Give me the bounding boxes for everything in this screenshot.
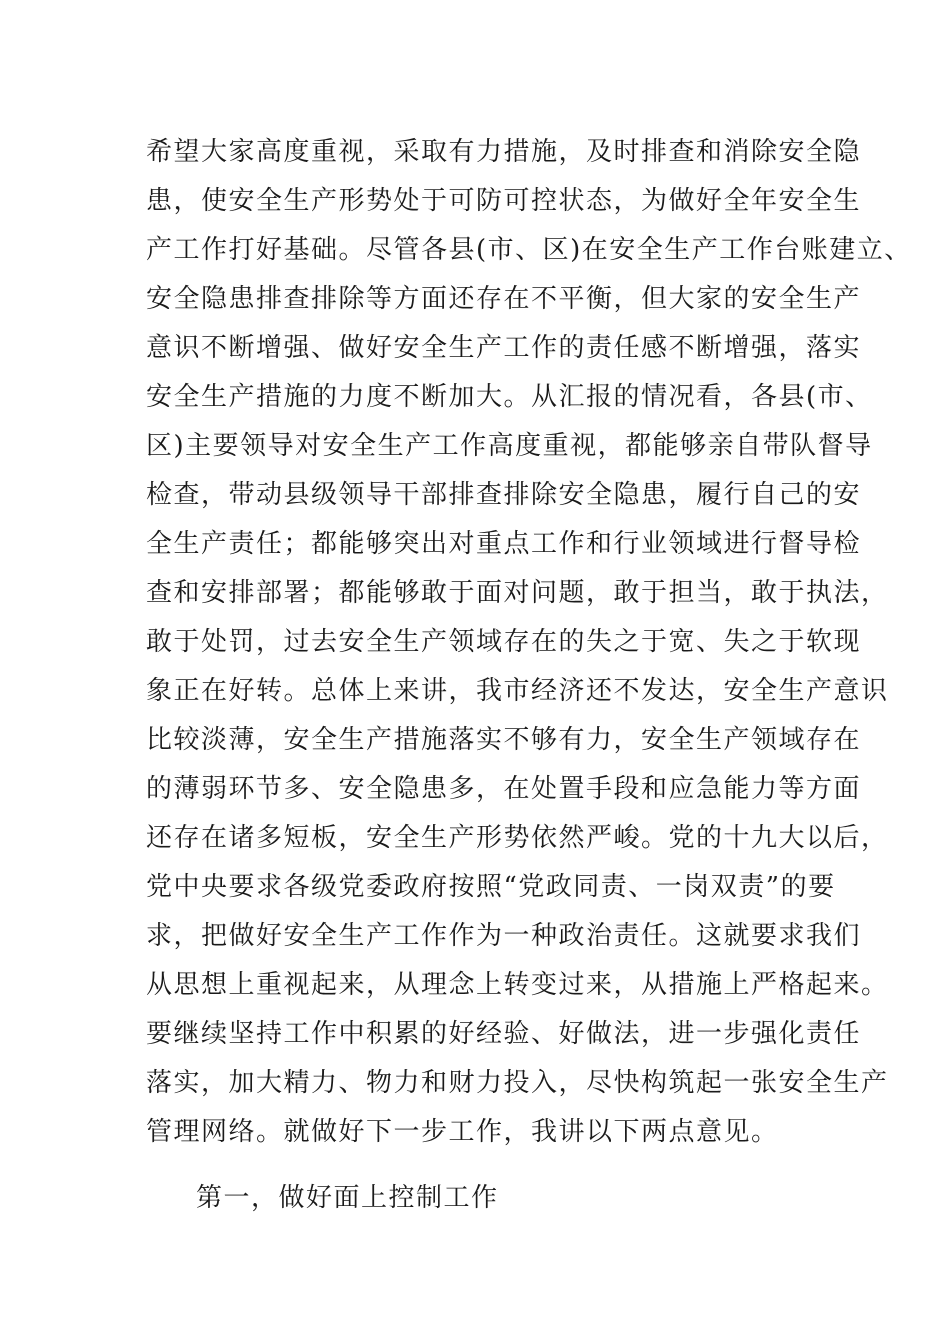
text-line: 的薄弱环节多、安全隐患多，在处置手段和应急能力等方面 [146, 774, 862, 804]
text-line: 安全生产措施的力度不断加大。从汇报的情况看，各县(市、 [146, 382, 873, 412]
text-line: 区)主要领导对安全生产工作高度重视，都能够亲自带队督导 [146, 431, 873, 461]
text-line: 象正在好转。总体上来讲，我市经济还不发达，安全生产意识 [146, 676, 889, 706]
text-line: 要继续坚持工作中积累的好经验、好做法，进一步强化责任 [146, 1019, 862, 1049]
body-paragraph [146, 128, 912, 1157]
text-line: 查和安排部署；都能够敢于面对问题，敢于担当，敢于执法， [146, 578, 889, 608]
text-line: 求，把做好安全生产工作作为一种政治责任。这就要求我们 [146, 921, 862, 951]
text-line: 意识不断增强、做好安全生产工作的责任感不断增强，落实 [146, 333, 862, 363]
text-line: 希望大家高度重视，采取有力措施，及时排查和消除安全隐 [146, 137, 862, 167]
text-line: 党中央要求各级党委政府按照“党政同责、一岗双责”的要 [146, 872, 836, 902]
text-line: 比较淡薄，安全生产措施落实不够有力，安全生产领域存在 [146, 725, 862, 755]
text-line: 还存在诸多短板，安全生产形势依然严峻。党的十九大以后， [146, 823, 889, 853]
text-line: 安全隐患排查排除等方面还存在不平衡，但大家的安全生产 [146, 284, 862, 314]
text-line: 产工作打好基础。尽管各县(市、区)在安全生产工作台账建立、 [146, 235, 912, 265]
text-line: 落实，加大精力、物力和财力投入，尽快构筑起一张安全生产 [146, 1068, 889, 1098]
text-line: 敢于处罚，过去安全生产领域存在的失之于宽、失之于软现 [146, 627, 862, 657]
text-line: 管理网络。就做好下一步工作，我讲以下两点意见。 [146, 1117, 779, 1147]
text-line: 从思想上重视起来，从理念上转变过来，从措施上严格起来。 [146, 970, 889, 1000]
text-line: 全生产责任；都能够突出对重点工作和行业领域进行督导检 [146, 529, 862, 559]
section-heading: 第一，做好面上控制工作 [196, 1183, 499, 1213]
text-line: 检查，带动县级领导干部排查排除安全隐患，履行自己的安 [146, 480, 862, 510]
text-line: 患，使安全生产形势处于可防可控状态，为做好全年安全生 [146, 186, 862, 216]
